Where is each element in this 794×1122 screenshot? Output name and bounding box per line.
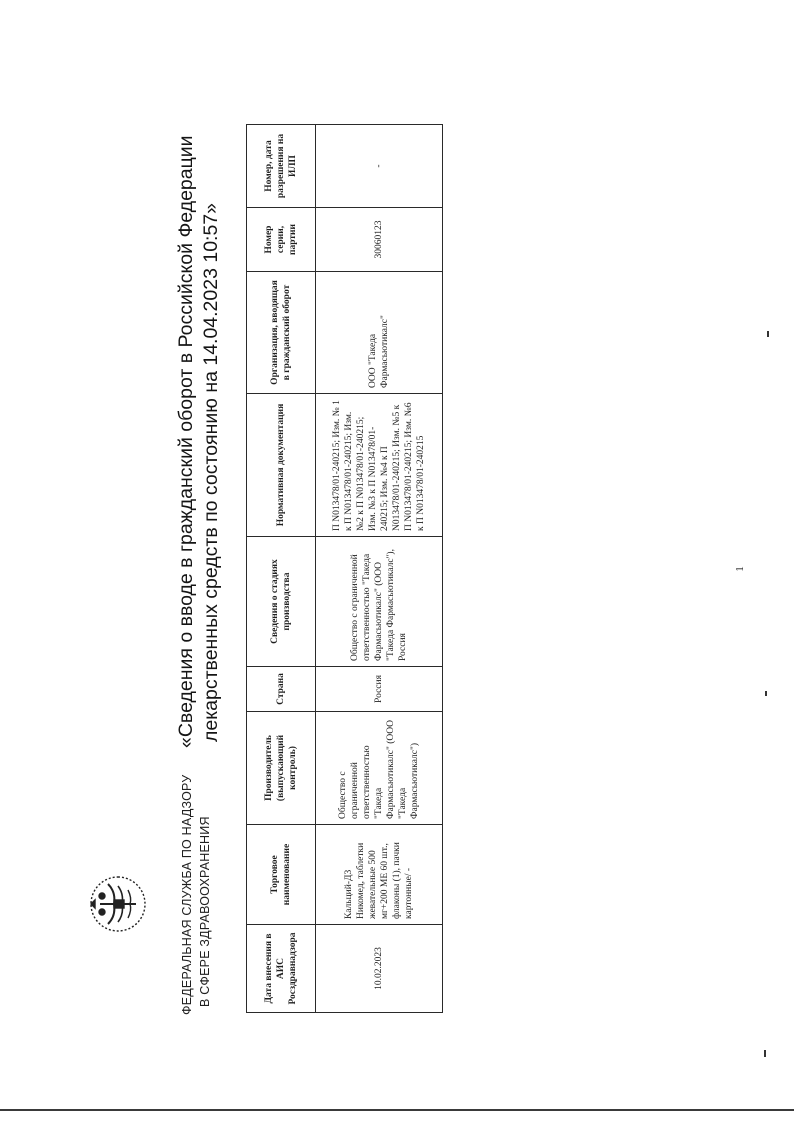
drug-circulation-table [246,124,443,1013]
title-line-1: «Сведения о вводе в гражданский оборот в Российской Федерации [175,135,197,748]
cell-production-stages: Общество с ограниченной ответственностью "Такеда Фармасьютикалс" (ООО "Такеда Фармасьютикалс"), Россия [316,537,443,667]
column-header-date: Дата внесения в АИС Росздравнадзора [247,925,316,1013]
table-header-row [247,125,316,1013]
cell-batch: 30060123 [316,208,443,272]
agency-name-line-2: В СФЕРЕ ЗДРАВООХРАНЕНИЯ [198,816,212,1007]
cell-manufacturer: Общество с ограниченной ответственностью "Такеда Фармасьютикалс" (ООО "Такеда Фармасьютикалс") [316,712,443,825]
table-row [316,125,443,1013]
column-header-permit: Номер, дата разрешения на ИЛП [247,125,316,208]
scan-mark [767,331,769,337]
document-title [174,135,224,748]
column-header-production-stages: Сведения о стадиях производства [247,537,316,667]
title-line-2: лекарственных средств по состоянию на 14.04.2023 10:57» [200,202,222,742]
scan-mark [764,1050,766,1057]
cell-date: 10.02.2023 [316,925,443,1013]
agency-name-line-1: ФЕДЕРАЛЬНАЯ СЛУЖБА ПО НАДЗОРУ [180,774,194,1015]
column-header-normative-docs: Нормативная документация [247,394,316,537]
column-header-country: Страна [247,667,316,712]
cell-organization: ООО "Такеда Фармасьютикалс" [316,272,443,394]
cell-normative-docs: П N013478/01-240215; Изм. № 1 к П N013478/01-240215; Изм. №2 к П N013478/01-240215; Изм. №3 к П N013478/01-240215; Изм. №4 к П N013478/01-240215; Изм. №5 к П N013478/01-240215; Изм. №6 к П N013478/01-240215 [316,394,443,537]
cell-trade-name: Кальций-Д3 Никомед, таблетки жевательные 500 мг+200 МЕ 60 шт., флаконы (1), пачки картонные/ - [316,825,443,925]
cell-country: Россия [316,667,443,712]
column-header-batch: Номер серии, партии [247,208,316,272]
page-bottom-border [0,1109,794,1111]
page-number: 1 [733,566,746,572]
column-header-trade-name: Торговое наименование [247,825,316,925]
scan-mark [765,691,767,696]
double-headed-eagle-emblem-icon [86,872,150,936]
cell-permit: - [316,125,443,208]
column-header-manufacturer: Производитель (выпускающий контроль) [247,712,316,825]
agency-name [178,775,214,1015]
column-header-organization: Организация, вводящая в гражданский оборот [247,272,316,394]
